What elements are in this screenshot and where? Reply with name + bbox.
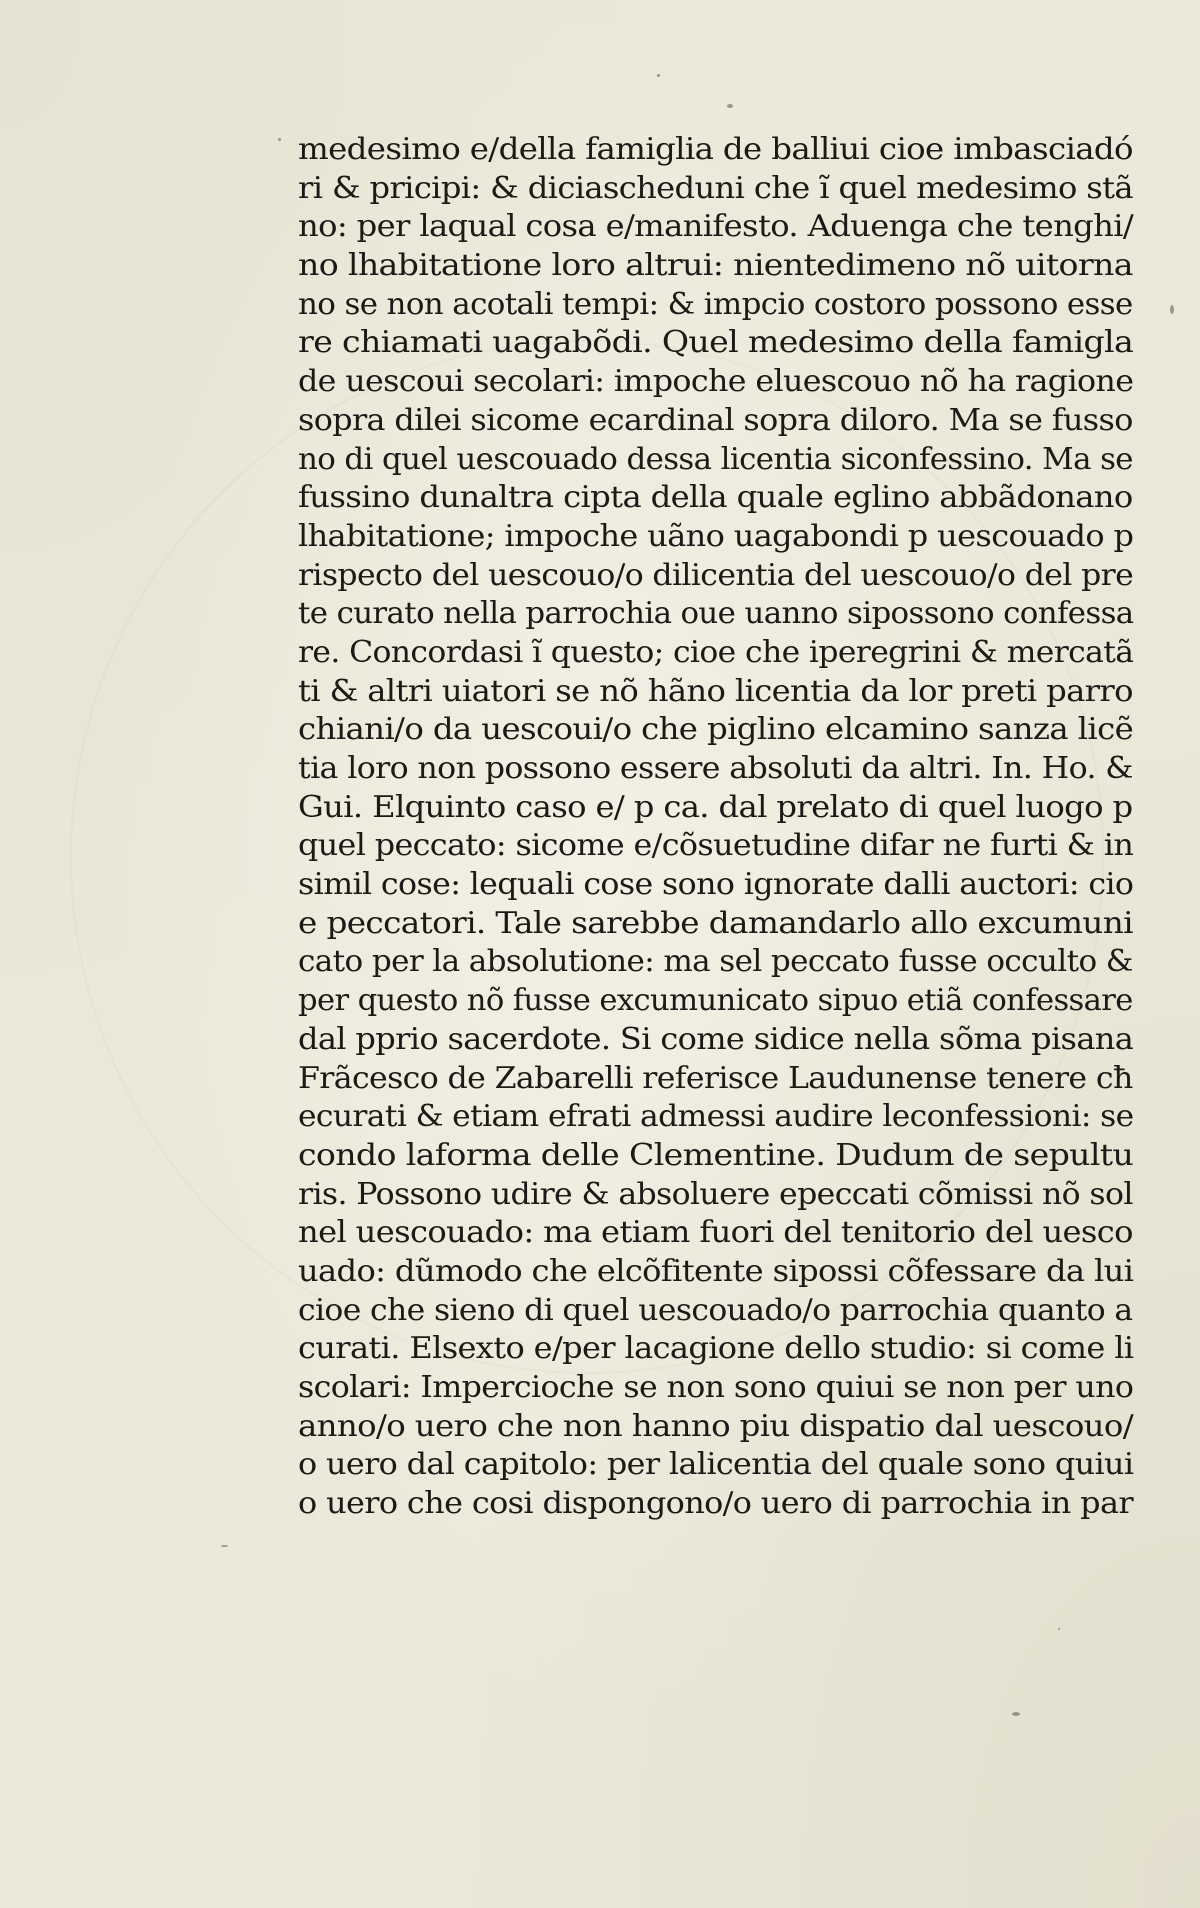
text-line: no se non acotali tempi: & impcio costoro possono esse — [298, 286, 1133, 322]
text-line: nel uescouado: ma etiam fuori del tenitorio del uesco — [298, 1215, 1133, 1251]
text-column — [298, 131, 1138, 1524]
text-line: ecurati & etiam efrati admessi audire leconfessioni: se — [298, 1099, 1134, 1135]
text-line: no lhabitatione loro altrui: nientedimeno nõ uitorna — [298, 248, 1133, 284]
text-line: no: per laqual cosa e/manifesto. Aduenga che tenghi/ — [298, 209, 1134, 245]
text-line: medesimo e/della famiglia de balliui cioe imbasciadó — [298, 132, 1133, 167]
text-line: lhabitatione; impoche uãno uagabondi p uescouado p — [298, 518, 1134, 554]
paper-speck — [1058, 1628, 1060, 1630]
paper-speck — [727, 104, 733, 108]
text-line: anno/o uero che non hanno piu dispatio dal uescouo/ — [298, 1408, 1134, 1444]
text-line: re. Concordasi ĩ questo; cioe che iperegrini & mercatã — [298, 634, 1134, 670]
text-line: de uescoui secolari: impoche eluescouo nõ ha ragione — [298, 364, 1134, 400]
text-line: no di quel uescouado dessa licentia siconfessino. Ma se — [298, 441, 1133, 477]
paper-speck — [1012, 1712, 1020, 1716]
text-line: condo laforma delle Clementine. Dudum de sepultu — [298, 1137, 1134, 1173]
text-line: Gui. Elquinto caso e/ p ca. dal prelato di quel luogo p — [298, 789, 1133, 825]
text-line: cato per la absolutione: ma sel peccato fusse occulto & — [298, 944, 1133, 980]
paper-speck — [221, 1545, 228, 1547]
paper-speck — [657, 74, 660, 77]
text-line: te curato nella parrochia oue uanno sipossono confessa — [298, 596, 1134, 632]
text-line: ti & altri uiatori se nõ hãno licentia da lor preti parro — [298, 673, 1133, 709]
text-line: cioe che sieno di quel uescouado/o parrochia quanto a — [298, 1292, 1133, 1328]
text-line: quel peccato: sicome e/cõsuetudine difar ne furti & in — [298, 828, 1134, 864]
text-line: ris. Possono udire & absoluere epeccati cõmissi nõ sol — [298, 1176, 1133, 1212]
text-line: o uero dal capitolo: per lalicentia del quale sono quiui — [298, 1447, 1134, 1483]
text-line: per questo nõ fusse excumunicato sipuo etiã confessare — [298, 983, 1133, 1019]
text-line: tia loro non possono essere absoluti da altri. In. Ho. & — [298, 751, 1133, 786]
text-line: Frãcesco de Zabarelli referisce Laudunense tenere cħ — [298, 1060, 1133, 1096]
text-line: sopra dilei sicome ecardinal sopra diloro. Ma se fusso — [298, 402, 1133, 438]
text-line: curati. Elsexto e/per lacagione dello studio: si come li — [298, 1331, 1134, 1367]
paper-speck — [278, 138, 281, 141]
text-line: e peccatori. Tale sarebbe damandarlo allo excumuni — [298, 905, 1133, 941]
text-line: dal pprio sacerdote. Si come sidice nella sõma pisana — [298, 1021, 1134, 1057]
text-line: simil cose: lequali cose sono ignorate dalli auctori: cio — [298, 867, 1134, 903]
text-line: chiani/o da uescoui/o che piglino elcamino sanza licẽ — [298, 712, 1134, 748]
text-line: scolari: Impercioche se non sono quiui se non per uno — [298, 1370, 1134, 1405]
text-line: re chiamati uagabõdi. Quel medesimo della famigla — [298, 325, 1134, 361]
text-line: fussino dunaltra cipta della quale eglino abbãdonano — [298, 480, 1133, 516]
text-line: o uero che cosi dispongono/o uero di parrochia in par — [298, 1486, 1133, 1522]
text-line: uado: dũmodo che elcõfitente sipossi cõfessare da lui — [298, 1253, 1134, 1289]
paper-speck — [1170, 305, 1174, 314]
text-line: rispecto del uescouo/o dilicentia del uescouo/o del pre — [298, 557, 1134, 593]
text-line: ri & pricipi: & diciascheduni che ĩ quel medesimo stã — [298, 170, 1133, 206]
